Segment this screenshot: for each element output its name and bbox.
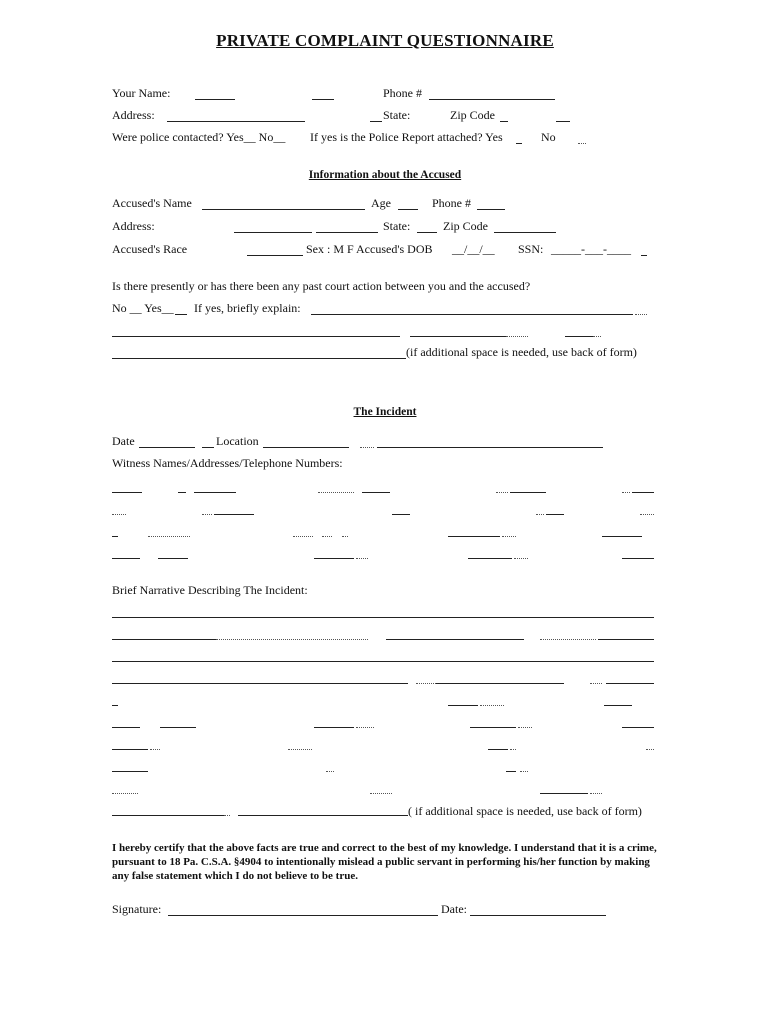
- witness-line[interactable]: [202, 514, 212, 515]
- incident-location-label: Location: [216, 434, 259, 448]
- your-name-label: Your Name:: [112, 86, 171, 100]
- accused-age-label: Age: [371, 196, 391, 210]
- narrative-line[interactable]: [604, 705, 632, 706]
- accused-state-field[interactable]: [417, 232, 437, 233]
- narrative-line[interactable]: [386, 639, 524, 640]
- signature-field[interactable]: [168, 915, 438, 916]
- witness-line[interactable]: [496, 492, 508, 493]
- narrative-line[interactable]: [150, 749, 160, 750]
- narrative-line[interactable]: [112, 793, 138, 794]
- police-report-yes-field[interactable]: [516, 143, 522, 144]
- incident-date-label: Date: [112, 434, 135, 448]
- police-report-no-label: No: [541, 130, 556, 144]
- witness-line[interactable]: [536, 514, 544, 515]
- witness-line[interactable]: [112, 514, 126, 515]
- narrative-line[interactable]: [314, 727, 354, 728]
- accused-state-label: State:: [383, 219, 411, 233]
- narrative-line[interactable]: [590, 793, 602, 794]
- incident-location-field-2[interactable]: [377, 447, 603, 448]
- witness-line[interactable]: [322, 536, 332, 537]
- narrative-line[interactable]: [216, 639, 368, 640]
- accused-race-label: Accused's Race: [112, 242, 188, 256]
- incident-location-field[interactable]: [263, 447, 349, 448]
- court-action-question: Is there presently or has there been any past court action between you and the accused?: [112, 279, 531, 293]
- narrative-line[interactable]: [224, 815, 230, 816]
- witness-line[interactable]: [214, 514, 254, 515]
- witness-line[interactable]: [112, 536, 118, 537]
- incident-location-field-ext[interactable]: [360, 447, 374, 448]
- witness-line[interactable]: [468, 558, 512, 559]
- narrative-space-note: ( if additional space is needed, use back of form): [408, 804, 642, 818]
- your-name-field-ext[interactable]: [312, 99, 334, 100]
- your-address-field[interactable]: [167, 121, 305, 122]
- court-explain-line-1-ext[interactable]: [635, 314, 647, 315]
- witness-line[interactable]: [392, 514, 410, 515]
- narrative-line[interactable]: [356, 727, 374, 728]
- witness-line[interactable]: [622, 558, 654, 559]
- accused-address-label: Address:: [112, 219, 155, 233]
- accused-age-field[interactable]: [398, 209, 418, 210]
- narrative-line[interactable]: [518, 727, 532, 728]
- witness-line[interactable]: [112, 492, 142, 493]
- court-explain-line-2d[interactable]: [565, 336, 593, 337]
- narrative-line[interactable]: [370, 793, 392, 794]
- narrative-line[interactable]: [112, 683, 408, 684]
- witness-label: Witness Names/Addresses/Telephone Numbers:: [112, 456, 343, 470]
- incident-heading: The Incident: [353, 406, 417, 418]
- narrative-line[interactable]: [540, 793, 588, 794]
- narrative-line[interactable]: [112, 815, 224, 816]
- court-explain-line-2c[interactable]: [506, 336, 528, 337]
- narrative-line[interactable]: [112, 705, 118, 706]
- your-zip-field-ext[interactable]: [556, 121, 570, 122]
- narrative-line[interactable]: [606, 683, 654, 684]
- court-explain-line-3[interactable]: [112, 358, 406, 359]
- court-explain-line-1[interactable]: [311, 314, 633, 315]
- narrative-line[interactable]: [238, 815, 408, 816]
- narrative-line[interactable]: [646, 749, 654, 750]
- witness-line[interactable]: [502, 536, 516, 537]
- narrative-line[interactable]: [112, 661, 654, 662]
- court-explain-line-2e[interactable]: [593, 336, 601, 337]
- witness-line[interactable]: [602, 536, 642, 537]
- narrative-line[interactable]: [112, 749, 148, 750]
- accused-heading: Information about the Accused: [308, 169, 462, 181]
- accused-name-field[interactable]: [202, 209, 365, 210]
- signature-date-label: Date:: [441, 902, 467, 916]
- court-explain-line-2b[interactable]: [410, 336, 506, 337]
- narrative-line[interactable]: [590, 683, 602, 684]
- narrative-line[interactable]: [520, 771, 528, 772]
- accused-zip-field[interactable]: [494, 232, 556, 233]
- witness-line[interactable]: [112, 558, 140, 559]
- witness-line[interactable]: [632, 492, 654, 493]
- witness-line[interactable]: [362, 492, 390, 493]
- police-report-no-field[interactable]: [578, 143, 586, 144]
- your-address-label: Address:: [112, 108, 155, 122]
- witness-line[interactable]: [314, 558, 354, 559]
- witness-line[interactable]: [514, 558, 528, 559]
- narrative-line[interactable]: [288, 749, 312, 750]
- your-address-field-ext[interactable]: [370, 121, 382, 122]
- incident-date-field-ext[interactable]: [202, 447, 214, 448]
- witness-line[interactable]: [318, 492, 354, 493]
- narrative-line[interactable]: [112, 727, 140, 728]
- narrative-line[interactable]: [470, 727, 516, 728]
- witness-line[interactable]: [342, 536, 348, 537]
- accused-dob-field[interactable]: __/__/__: [452, 242, 495, 256]
- witness-line[interactable]: [293, 536, 313, 537]
- witness-line[interactable]: [356, 558, 368, 559]
- form-title: PRIVATE COMPLAINT QUESTIONNAIRE: [216, 31, 554, 50]
- witness-line[interactable]: [194, 492, 236, 493]
- narrative-line[interactable]: [160, 727, 196, 728]
- police-contacted-question: Were police contacted? Yes__ No__: [112, 130, 286, 144]
- certification-text: I hereby certify that the above facts are true and correct to the best of my knowledge. I understand that it is a crime, pursuant to 18 Pa. C.S.A. §4904 to intentionally mislead a public servant in performing his/her function by making any false statement which I do not believe to be true.: [112, 842, 657, 882]
- witness-line[interactable]: [178, 492, 186, 493]
- witness-line[interactable]: [158, 558, 188, 559]
- court-yes-field[interactable]: [175, 314, 187, 315]
- incident-date-field[interactable]: [139, 447, 195, 448]
- accused-ssn-field[interactable]: _____-___-____: [551, 242, 631, 256]
- your-zip-field[interactable]: [500, 121, 508, 122]
- court-explain-label: If yes, briefly explain:: [194, 301, 301, 315]
- accused-sex-dob-label: Sex : M F Accused's DOB: [306, 242, 433, 256]
- narrative-line[interactable]: [416, 683, 436, 684]
- narrative-line[interactable]: [112, 617, 654, 618]
- accused-phone-field[interactable]: [477, 209, 505, 210]
- witness-line[interactable]: [510, 492, 546, 493]
- narrative-line[interactable]: [480, 705, 504, 706]
- narrative-label: Brief Narrative Describing The Incident:: [112, 583, 308, 597]
- accused-race-field[interactable]: [247, 255, 303, 256]
- narrative-line[interactable]: [326, 771, 334, 772]
- witness-line[interactable]: [622, 492, 630, 493]
- court-space-note: (if additional space is needed, use back of form): [406, 345, 637, 359]
- narrative-line[interactable]: [436, 683, 564, 684]
- signature-date-field[interactable]: [470, 915, 606, 916]
- narrative-line[interactable]: [510, 749, 516, 750]
- narrative-line[interactable]: [506, 771, 516, 772]
- accused-ssn-label: SSN:: [518, 242, 544, 256]
- your-phone-label: Phone #: [383, 86, 422, 100]
- witness-line[interactable]: [148, 536, 190, 537]
- witness-line[interactable]: [640, 514, 654, 515]
- accused-phone-label: Phone #: [432, 196, 471, 210]
- narrative-line[interactable]: [622, 727, 654, 728]
- accused-address-field[interactable]: [234, 232, 312, 233]
- accused-name-label: Accused's Name: [112, 196, 192, 210]
- court-action-answer: No __ Yes__: [112, 301, 174, 315]
- your-phone-field[interactable]: [429, 99, 555, 100]
- narrative-line[interactable]: [540, 639, 596, 640]
- accused-zip-label: Zip Code: [443, 219, 488, 233]
- your-name-field[interactable]: [195, 99, 235, 100]
- your-state-label: State:: [383, 108, 411, 122]
- accused-address-field-ext[interactable]: [316, 232, 378, 233]
- narrative-line[interactable]: [112, 639, 216, 640]
- signature-label: Signature:: [112, 902, 162, 916]
- accused-ssn-field-ext[interactable]: [641, 255, 647, 256]
- witness-line[interactable]: [546, 514, 564, 515]
- narrative-line[interactable]: [598, 639, 654, 640]
- narrative-line[interactable]: [488, 749, 508, 750]
- police-report-question: If yes is the Police Report attached? Yes: [310, 130, 503, 144]
- narrative-line[interactable]: [448, 705, 478, 706]
- court-explain-line-2[interactable]: [112, 336, 400, 337]
- narrative-line[interactable]: [112, 771, 148, 772]
- witness-line[interactable]: [448, 536, 500, 537]
- your-zip-label: Zip Code: [450, 108, 495, 122]
